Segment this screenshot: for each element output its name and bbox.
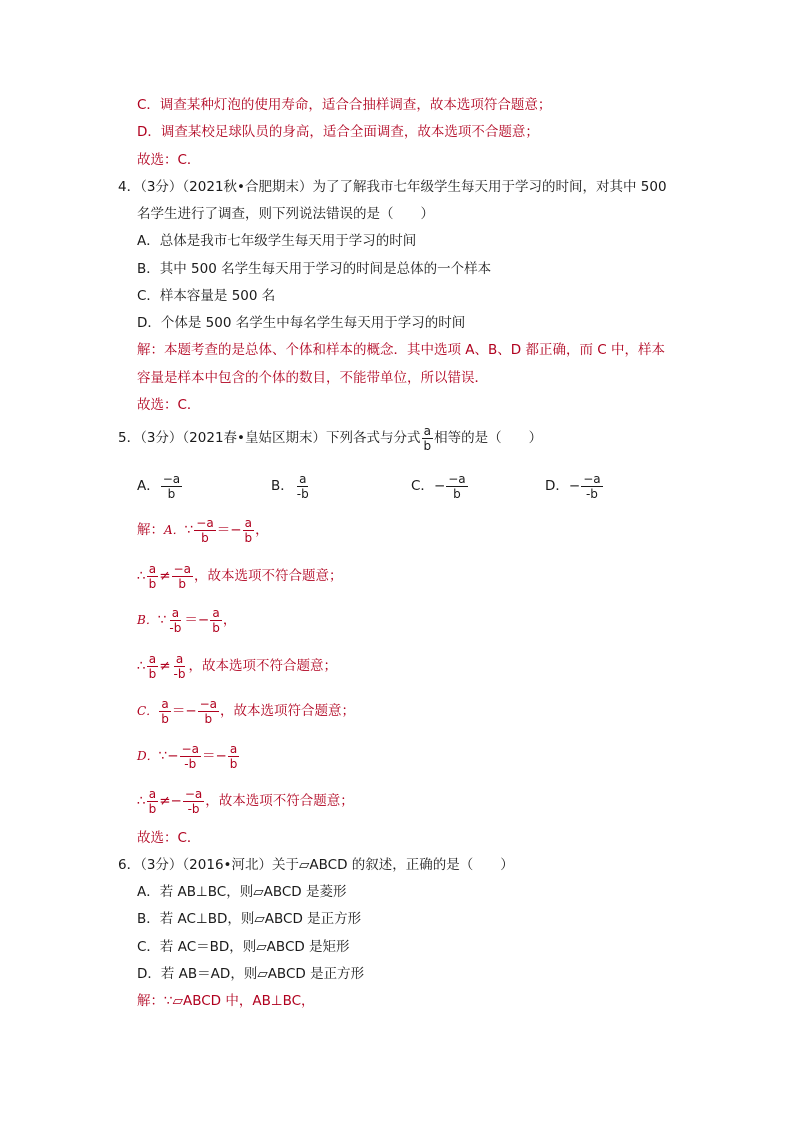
fraction [167, 606, 183, 635]
fraction [210, 606, 222, 635]
q5-answer: 故选：C． [137, 830, 201, 846]
fraction [183, 787, 204, 816]
comma: ， [255, 522, 269, 538]
equals-sign: ＝ [184, 612, 198, 628]
q4-stem-line2: 名学生进行了调查，则下列说法错误的是（ ） [137, 206, 434, 222]
numerator: −a [583, 471, 601, 486]
conclusion-text: ，故本选项不符合题意； [205, 793, 354, 809]
option-label: B． [271, 478, 294, 494]
denominator: b [161, 711, 169, 726]
numerator: a [148, 561, 157, 576]
option-label: A． [137, 478, 160, 494]
minus-sign: − [568, 478, 581, 494]
fraction [159, 697, 171, 726]
q4-option-a: A．总体是我市七年级学生每天用于学习的时间 [137, 233, 417, 249]
conclusion-text: ，故本选项不符合题意； [193, 568, 343, 584]
denominator: b [201, 530, 209, 545]
option-label: D． [545, 478, 569, 494]
denominator: b [204, 711, 213, 726]
numerator: a [229, 741, 238, 756]
denominator: b [244, 530, 253, 545]
option-letter: A． [164, 523, 185, 537]
fraction [172, 562, 193, 591]
prev-solution-c: C．调查某种灯泡的使用寿命，适合合抽样调查，故本选项符合题意； [137, 97, 552, 113]
q5-solution-c [137, 691, 355, 731]
q5-solution-b-step2 [137, 646, 337, 686]
q4-option-c: C．样本容量是 500 名 [137, 288, 276, 304]
minus-sign: − [185, 703, 197, 719]
conclusion-text: ，故本选项不符合题意； [188, 658, 337, 674]
numerator: a [148, 651, 157, 666]
fraction [147, 562, 159, 591]
not-equal-sign: ≠ [159, 658, 171, 674]
q5-option-b [271, 466, 312, 506]
numerator: −a [173, 561, 191, 576]
denominator: -b [169, 620, 182, 635]
minus-sign: − [215, 748, 227, 764]
q5-option-d [545, 466, 604, 506]
minus-sign: − [197, 612, 210, 628]
minus-sign: − [167, 748, 179, 764]
fraction [161, 472, 182, 501]
denominator: -b [184, 756, 197, 771]
q6-option-c: C．若 AC＝BD，则▱ABCD 是矩形 [137, 939, 350, 955]
q4-stem-line1: 4．（3分）（2021秋•合肥期末）为了了解我市七年级学生每天用于学习的时间，对其中 500 [118, 179, 667, 195]
equals-sign: ＝ [171, 703, 186, 719]
q6-option-d: D．若 AB＝AD，则▱ABCD 是正方形 [137, 966, 365, 982]
stem-fraction [422, 424, 434, 453]
q5-stem [118, 418, 542, 458]
not-equal-sign: ≠ [159, 568, 171, 584]
fraction [581, 472, 602, 501]
denominator: b [212, 620, 220, 635]
numerator: −a [199, 696, 218, 711]
numerator: a [175, 651, 184, 666]
therefore-symbol: ∴ [137, 568, 146, 584]
q4-solution-line2: 容量是样本中包含的个体的数目，不能带单位，所以错误． [137, 370, 488, 386]
fraction [172, 652, 188, 681]
numerator: −a [162, 471, 181, 486]
comma: ， [222, 612, 237, 628]
minus-sign: − [170, 793, 182, 809]
option-label: C． [411, 478, 434, 494]
fraction [295, 472, 311, 501]
fraction [243, 516, 255, 545]
because-symbol: ∵ [184, 522, 194, 538]
numerator: −a [184, 786, 203, 801]
q5-solution-d-step2 [137, 781, 354, 821]
option-letter: D． [137, 749, 159, 763]
option-letter: C． [137, 704, 159, 718]
denominator: b [148, 666, 157, 681]
not-equal-sign: ≠ [159, 793, 171, 809]
q4-solution-line1: 解：本题考查的是总体、个体和样本的概念．其中选项 A、B、D 都正确，而 C 中，样本 [137, 342, 665, 358]
fraction [180, 742, 201, 771]
q5-stem-suffix: 相等的是（ ） [434, 430, 543, 446]
q6-option-b: B．若 AC⊥BD，则▱ABCD 是正方形 [137, 911, 362, 927]
denominator: b [148, 801, 157, 816]
q5-option-a [137, 466, 183, 506]
equals-sign: ＝ [201, 748, 216, 764]
denominator: b [423, 438, 432, 453]
q5-stem-prefix: 5．（3分）（2021春•皇姑区期末）下列各式与分式 [118, 430, 421, 446]
numerator: −a [196, 515, 214, 530]
denominator: b [167, 486, 176, 501]
numerator: a [148, 786, 157, 801]
conclusion-text: ，故本选项符合题意； [220, 703, 356, 719]
q4-answer: 故选：C． [137, 397, 201, 413]
numerator: a [244, 515, 252, 530]
numerator: a [299, 471, 307, 486]
option-letter: B． [137, 613, 158, 627]
fraction [228, 742, 240, 771]
because-symbol: ∵ [158, 748, 168, 764]
denominator: b [229, 756, 238, 771]
prev-answer: 故选：C． [137, 152, 201, 168]
denominator: b [453, 486, 461, 501]
fraction [194, 516, 215, 545]
q6-option-a: A．若 AB⊥BC，则▱ABCD 是菱形 [137, 884, 347, 900]
denominator: -b [173, 666, 186, 681]
q6-solution: 解：∵▱ABCD 中，AB⊥BC， [137, 993, 315, 1009]
solution-label: 解： [137, 522, 164, 538]
equals-sign: ＝ [216, 522, 231, 538]
denominator: b [148, 576, 157, 591]
numerator: a [161, 696, 169, 711]
minus-sign: − [433, 478, 446, 494]
therefore-symbol: ∴ [137, 658, 146, 674]
q5-solution-d-step1 [137, 736, 240, 776]
q4-option-d: D．个体是 500 名学生中每名学生每天用于学习的时间 [137, 315, 466, 331]
numerator: a [212, 605, 220, 620]
fraction [446, 472, 467, 501]
numerator: a [423, 423, 431, 438]
denominator: -b [585, 486, 598, 501]
denominator: -b [296, 486, 309, 501]
q5-option-c [411, 466, 469, 506]
therefore-symbol: ∴ [137, 793, 146, 809]
numerator: −a [181, 741, 199, 756]
q5-solution-b-step1 [137, 600, 236, 640]
denominator: -b [187, 801, 200, 816]
prev-solution-d: D．调查某校足球队员的身高，适合全面调查，故本选项不合题意； [137, 124, 539, 140]
because-symbol: ∵ [157, 612, 167, 628]
fraction [147, 652, 159, 681]
minus-sign: − [230, 522, 242, 538]
fraction [198, 697, 219, 726]
fraction [147, 787, 159, 816]
q6-stem: 6．（3分）（2016•河北）关于▱ABCD 的叙述，正确的是（ ） [118, 857, 514, 873]
q5-solution-a-step1 [137, 510, 269, 550]
numerator: −a [448, 471, 466, 486]
numerator: a [171, 605, 180, 620]
q4-option-b: B．其中 500 名学生每天用于学习的时间是总体的一个样本 [137, 261, 492, 277]
denominator: b [178, 576, 187, 591]
q5-solution-a-step2 [137, 556, 342, 596]
